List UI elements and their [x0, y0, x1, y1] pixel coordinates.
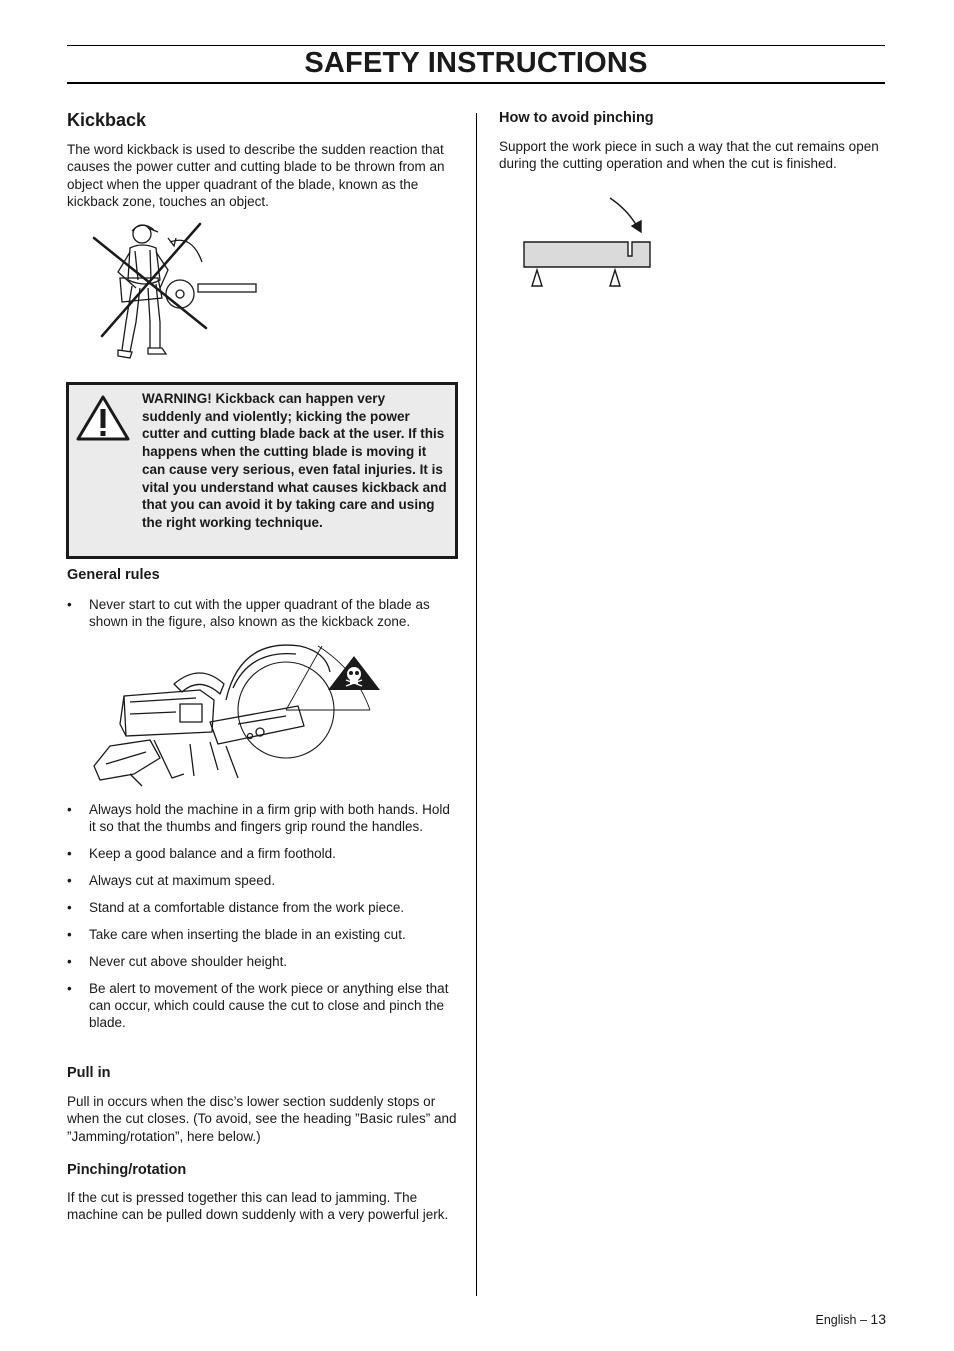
list-item: • Never start to cut with the upper quadrant of the blade as shown in the figure, also known as the kickback zone. [67, 596, 457, 630]
work-piece-support-illustration [520, 194, 656, 290]
general-rules-list [67, 801, 457, 1041]
kickback-body: The word kickback is used to describe the sudden reaction that causes the power cutter and cutting blade to be thrown from an object when the upper quadrant of the blade, known as the kickback zone, touches an object. [67, 142, 445, 209]
pull-in-body: Pull in occurs when the disc’s lower section suddenly stops or when the cut closes. (To avoid, see the heading ”Basic rules” and ”Jamming/rotation”, here below.) [67, 1094, 457, 1144]
list-item: • Always cut at maximum speed. [67, 872, 457, 889]
page-number: 13 [870, 1311, 886, 1327]
list-item: • Never cut above shoulder height. [67, 953, 457, 970]
general-rules-heading: General rules [67, 567, 160, 583]
column-divider [476, 113, 477, 1296]
page-footer [816, 1311, 887, 1327]
list-item: • Keep a good balance and a firm foothold. [67, 845, 457, 862]
footer-language: English [815, 1313, 857, 1327]
list-item: • Always hold the machine in a firm grip with both hands. Hold it so that the thumbs and fingers grip round the handles. [67, 801, 457, 835]
pinching-heading: Pinching/rotation [67, 1162, 187, 1178]
list-item: • Be alert to movement of the work piece or anything else that can occur, which could cause the cut to close and pinch the blade. [67, 980, 457, 1031]
skull-danger-icon [328, 656, 380, 690]
warning-triangle-icon [75, 394, 131, 442]
page-title: SAFETY INSTRUCTIONS [304, 47, 648, 79]
avoid-pinching-heading: How to avoid pinching [499, 110, 654, 126]
kickback-heading: Kickback [67, 110, 147, 130]
list-item: • Take care when inserting the blade in an existing cut. [67, 926, 457, 943]
warning-text: WARNING! Kickback can happen very suddenly and violently; kicking the power cutter and cutting blade back at the user. If this happens when the cutting blade is moving it can cause very serious, even fatal injuries. It is vital you understand what causes kickback and that you can avoid it by taking care and using the right working technique. [142, 391, 447, 530]
page-header [67, 45, 885, 84]
kickback-operator-illustration [88, 218, 263, 363]
pinching-body: If the cut is pressed together this can lead to jamming. The machine can be pulled down suddenly with a very powerful jerk. [67, 1190, 449, 1223]
list-item: • Stand at a comfortable distance from the work piece. [67, 899, 457, 916]
pull-in-heading: Pull in [67, 1065, 111, 1081]
avoid-pinching-body: Support the work piece in such a way that the cut remains open during the cutting operation and when the cut is finished. [499, 139, 879, 172]
warning-box [66, 382, 458, 559]
footer-separator: – [859, 1313, 867, 1327]
general-rules-list-first [67, 596, 457, 640]
power-cutter-illustration [90, 640, 385, 792]
